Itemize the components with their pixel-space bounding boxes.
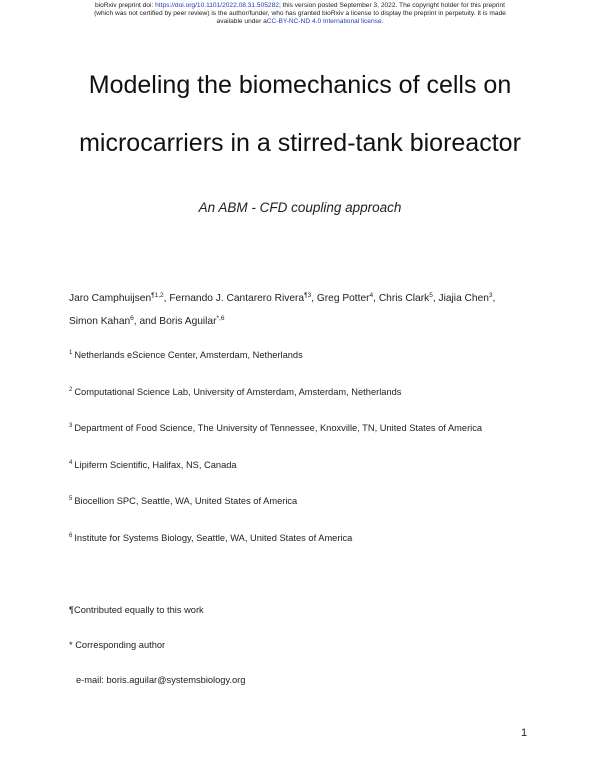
author-affiliation-marker: 4 [369, 292, 374, 299]
author-name: Jaro Camphuijsen [69, 293, 152, 304]
banner-line3-suffix: . [381, 18, 384, 26]
paper-title-line-1: Modeling the biomechanics of cells on [88, 71, 512, 99]
affiliation [69, 350, 569, 360]
contact-email[interactable]: e-mail: boris.aguilar@systemsbiology.org [76, 675, 246, 685]
author-list [69, 287, 539, 333]
doi-link[interactable]: https://doi.org/10.1101/2022.08.31.505282 [155, 2, 279, 9]
author [159, 316, 224, 327]
author-separator: , [163, 293, 170, 304]
license-link[interactable]: CC-BY-NC-ND 4.0 International license [266, 18, 382, 26]
banner-line-3 [24, 18, 576, 26]
author-affiliation-marker: 6 [130, 315, 134, 322]
affiliation [69, 496, 569, 506]
page-number: 1 [521, 727, 528, 739]
affiliation-text: Lipiferm Scientific, Halifax, NS, Canada [74, 460, 237, 470]
affiliation-text: Biocellion SPC, Seattle, WA, United States of America [74, 496, 298, 506]
corresponding-author-note: * Corresponding author [69, 640, 166, 650]
affiliation [69, 423, 569, 433]
banner-line-1 [24, 2, 576, 10]
author-affiliation-marker: ¶3 [304, 292, 312, 299]
equal-contribution-note: ¶Contributed equally to this work [69, 605, 204, 615]
affiliation-number: 4 [69, 460, 73, 466]
author [439, 293, 493, 304]
affiliation-text: Computational Science Lab, University of Amsterdam, Amsterdam, Netherlands [74, 387, 402, 397]
author-separator: , [311, 293, 317, 304]
affiliation-number: 3 [69, 423, 73, 429]
affiliation-text: Netherlands eScience Center, Amsterdam, Netherlands [74, 350, 303, 360]
affiliation-number: 6 [69, 533, 73, 539]
paper-title-line-2: microcarriers in a stirred-tank bioreactor [79, 129, 521, 157]
paper-subtitle: An ABM - CFD coupling approach [198, 200, 402, 215]
author-name: Boris Aguilar [159, 316, 217, 327]
affiliation [69, 460, 569, 470]
affiliation-text: Department of Food Science, The University of Tennessee, Knoxville, TN, United States of America [74, 423, 483, 433]
banner-line1-suffix: ; this version posted September 3, 2022. The copyright holder for this preprint [278, 2, 505, 9]
author-affiliation-marker: 5 [429, 292, 433, 299]
author-name: Chris Clark [378, 293, 430, 304]
author-name: Greg Potter [316, 293, 370, 304]
affiliation-number: 1 [69, 350, 73, 356]
affiliation-number: 2 [69, 387, 73, 393]
author-affiliation-marker: ¶1,2 [151, 292, 164, 299]
author [379, 293, 433, 304]
author-name: Jiajia Chen [438, 293, 489, 304]
affiliation-text: Institute for Systems Biology, Seattle, WA, United States of America [74, 533, 353, 543]
author [169, 293, 311, 304]
author-affiliation-marker: *,6 [216, 315, 225, 322]
author-separator: , [492, 293, 496, 304]
banner-line-2: (which was not certified by peer review) is the author/funder, who has granted bioRxiv a license to display the preprint in perpetuity. It is made [94, 10, 506, 18]
author-affiliation-marker: 3 [488, 292, 493, 299]
author-name: Simon Kahan [69, 316, 131, 327]
author [69, 316, 134, 327]
affiliation-number: 5 [69, 496, 73, 502]
author-name: Fernando J. Cantarero Rivera [169, 293, 305, 304]
author-separator: , [373, 293, 379, 304]
preprint-banner [24, 2, 576, 27]
author [317, 293, 373, 304]
author-separator: , and [133, 316, 160, 327]
banner-line3-prefix: available under a [216, 18, 267, 26]
affiliation [69, 387, 569, 397]
affiliation [69, 533, 569, 543]
author-separator: , [432, 293, 439, 304]
banner-line1-prefix: bioRxiv preprint doi: [95, 2, 156, 9]
author [69, 293, 164, 304]
